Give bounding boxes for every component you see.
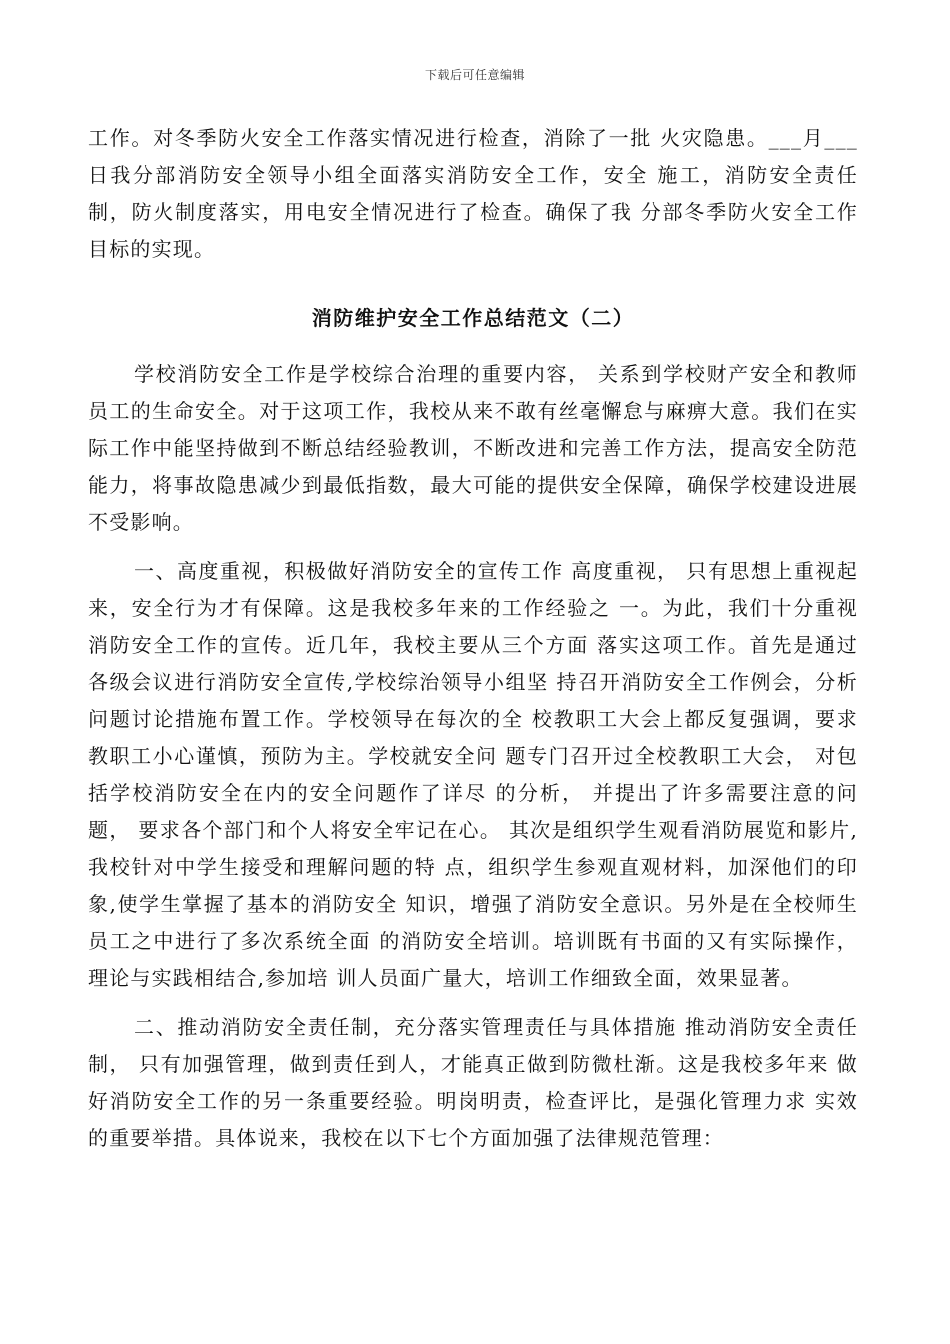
- document-body: [88, 120, 858, 1157]
- paragraph-section-one: 一、高度重视，积极做好消防安全的宣传工作 高度重视， 只有思想上重视起来，安全行为才有保障。这是我校多年来的工作经验之 一。为此，我们十分重视消防安全工作的宣传。近几年，我校主要从三个方面 落实这项工作。首先是通过各级会议进行消防安全宣传,学校综治领导小组坚 持召开消防安全工作例会，分析问题讨论措施布置工作。学校领导在每次的全 校教职工大会上都反复强调，要求教职工小心谨慎，预防为主。学校就安全问 题专门召开过全校教职工大会， 对包括学校消防安全在内的安全问题作了详尽 的分析， 并提出了许多需要注意的问题， 要求各个部门和个人将安全牢记在心。 其次是组织学生观看消防展览和影片,我校针对中学生接受和理解问题的特 点，组织学生参观直观材料，加深他们的印象,使学生掌握了基本的消防安全 知识，增强了消防安全意识。另外是在全校师生员工之中进行了多次系统全面 的消防安全培训。培训既有书面的又有实际操作，理论与实践相结合,参加培 训人员面广量大，培训工作细致全面，效果显著。: [88, 559, 858, 990]
- paragraph-intro: 学校消防安全工作是学校综合治理的重要内容， 关系到学校财产安全和教师员工的生命安全。对于这项工作，我校从来不敢有丝毫懈怠与麻痹大意。我们在实际工作中能坚持做到不断总结经验教训，不断改进和完善工作方法，提高安全防范能力，将事故隐患减少到最低指数，最大可能的提供安全保障，确保学校建设进展不受影响。: [88, 362, 858, 534]
- header-note: 下载后可任意编辑: [424, 68, 525, 82]
- paragraph-continuation: 工作。对冬季防火安全工作落实情况进行检查，消除了一批 火灾隐患。___月___日我分部消防安全领导小组全面落实消防安全工作，安全 施工，消防安全责任制，防火制度落实，用电安全情况进行了检查。确保了我 分部冬季防火安全工作目标的实现。: [88, 126, 858, 261]
- section-title: 消防维护安全工作总结范文（二）: [311, 306, 635, 330]
- paragraph-section-two: 二、推动消防安全责任制，充分落实管理责任与具体措施 推动消防安全责任制， 只有加强管理，做到责任到人，才能真正做到防微杜渐。这是我校多年来 做好消防安全工作的另一条重要经验。明岗明责，检查评比，是强化管理力求 实效的重要举措。具体说来，我校在以下七个方面加强了法律规范管理：: [88, 1015, 858, 1150]
